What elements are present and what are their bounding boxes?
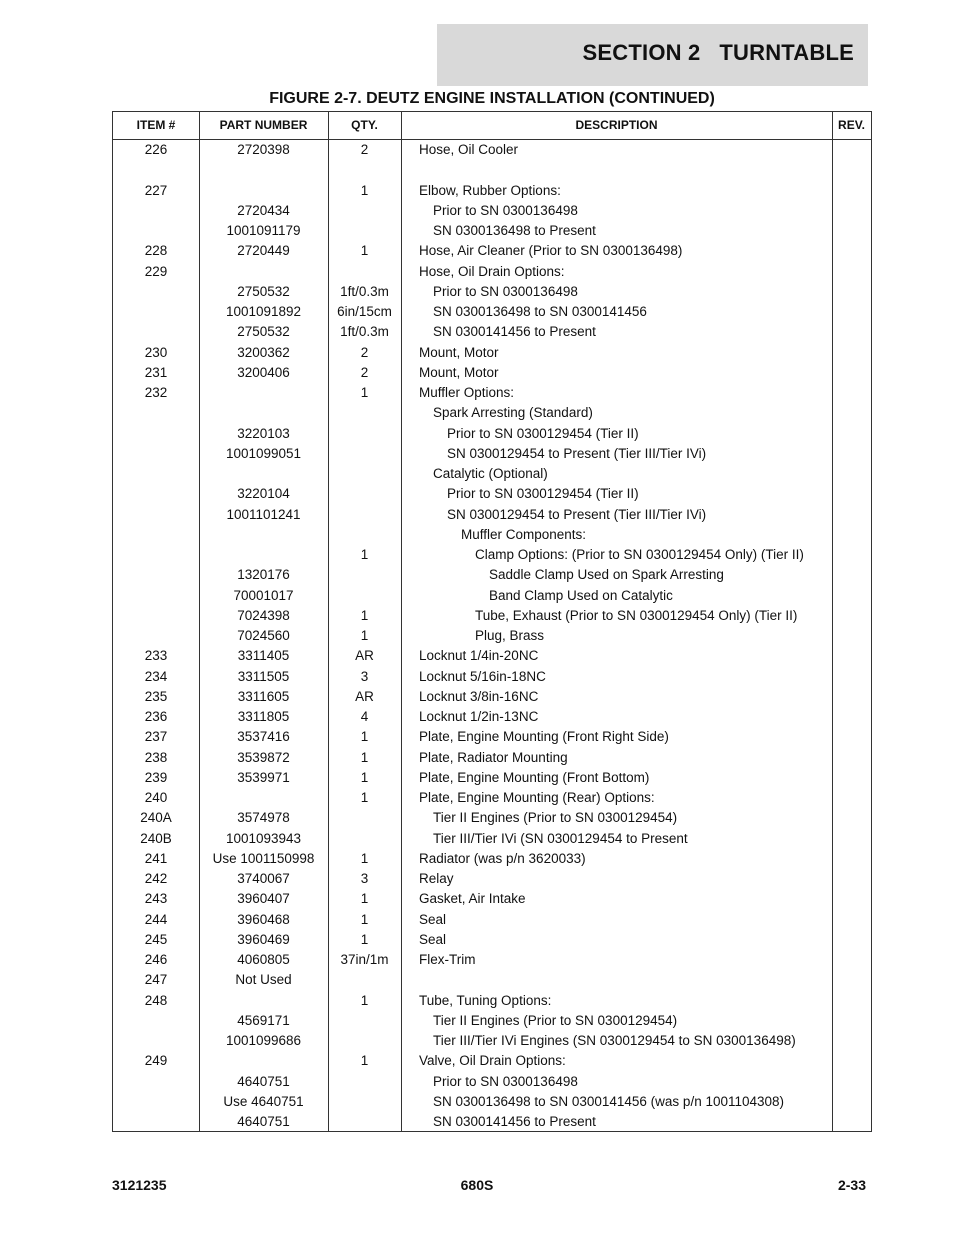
table-row — [113, 444, 871, 464]
qty-cell: 2 — [360, 142, 369, 157]
table-row — [113, 545, 871, 565]
footer-model: 680S — [460, 1177, 494, 1193]
item-cell: 229 — [144, 263, 168, 279]
table-row — [113, 403, 871, 423]
part-number-cell: 1001099051 — [225, 445, 302, 461]
qty-cell: 2 — [360, 364, 369, 380]
item-cell: 234 — [144, 668, 168, 684]
qty-cell: 6in/15cm — [337, 304, 392, 319]
table-row — [113, 667, 871, 687]
figure-title: FIGURE 2-7. DEUTZ ENGINE INSTALLATION (CONTINUED) — [269, 90, 715, 107]
table-row — [113, 606, 871, 626]
part-number-cell: 2720398 — [237, 142, 290, 157]
table-row — [113, 221, 871, 241]
table-row — [113, 383, 871, 403]
part-number-cell: 3200362 — [237, 344, 290, 360]
description-cell: SN 0300141456 to Present — [433, 324, 596, 340]
description-cell: Tube, Tuning Options: — [419, 992, 552, 1008]
part-number-cell: 3200406 — [237, 364, 290, 380]
qty-cell: 37in/1m — [340, 952, 389, 967]
part-number-cell: 1001091892 — [225, 304, 302, 319]
table-row — [113, 282, 871, 302]
item-cell: 244 — [144, 911, 168, 927]
item-cell: 226 — [144, 142, 168, 157]
qty-cell: 1 — [360, 931, 369, 947]
description-cell: Tier II Engines (Prior to SN 0300129454) — [433, 1012, 678, 1028]
qty-cell: 1 — [360, 992, 369, 1008]
description-cell: Valve, Oil Drain Options: — [419, 1053, 566, 1069]
table-row — [113, 302, 871, 322]
part-number-cell: 1320176 — [237, 567, 290, 583]
part-number-cell: 3740067 — [237, 871, 290, 886]
item-cell: 249 — [144, 1053, 168, 1069]
part-number-cell: 7024560 — [237, 628, 290, 643]
part-number-cell: 1001101241 — [226, 506, 301, 522]
part-number-cell: 2720434 — [237, 202, 290, 218]
table-row — [113, 930, 871, 950]
table-row — [113, 788, 871, 808]
parts-table — [112, 111, 872, 1132]
part-number-cell: Not Used — [235, 972, 292, 988]
item-cell: 240B — [140, 830, 172, 846]
item-cell: 237 — [144, 729, 168, 745]
header-part-number: PART NUMBER — [219, 118, 308, 132]
table-row — [113, 1031, 871, 1051]
description-cell: SN 0300136498 to Present — [433, 223, 596, 238]
table-row — [113, 646, 871, 666]
description-cell: Seal — [419, 931, 447, 947]
part-number-cell: 3220103 — [237, 425, 290, 441]
footer-doc-number: 3121235 — [112, 1177, 167, 1193]
part-number-cell: 2750532 — [237, 283, 290, 299]
table-row — [113, 241, 871, 261]
section-banner — [437, 24, 868, 86]
part-number-cell: 3539872 — [237, 749, 290, 765]
table-row — [113, 889, 871, 909]
part-number-cell: 4569171 — [237, 1012, 290, 1028]
description-cell: Tier III/Tier IVi Engines (SN 0300129454 to SN 0300136498) — [433, 1033, 796, 1048]
description-cell: Spark Arresting (Standard) — [433, 405, 593, 421]
item-cell: 240 — [144, 790, 168, 805]
description-cell: Gasket, Air Intake — [419, 891, 526, 907]
description-cell: Plug, Brass — [475, 628, 545, 643]
qty-cell: AR — [355, 688, 374, 704]
part-number-cell: 70001017 — [233, 587, 294, 603]
table-row — [113, 505, 871, 525]
table-row — [113, 565, 871, 585]
part-number-cell: 3960469 — [237, 931, 290, 947]
description-cell: Plate, Engine Mounting (Front Right Side) — [419, 729, 669, 745]
qty-cell: 1 — [360, 729, 369, 745]
qty-cell: 1 — [360, 182, 369, 198]
part-number-cell: 3960468 — [237, 911, 290, 927]
item-cell: 228 — [144, 243, 168, 259]
description-cell: Relay — [419, 871, 454, 886]
description-cell: Mount, Motor — [419, 344, 499, 360]
table-row — [113, 424, 871, 444]
qty-cell: 1 — [360, 385, 369, 400]
table-row — [113, 1072, 871, 1092]
section-title: SECTION 2 TURNTABLE — [582, 40, 854, 65]
item-cell: 231 — [144, 364, 168, 380]
part-number-cell: 3311405 — [237, 648, 290, 664]
item-cell: 246 — [144, 952, 168, 967]
description-cell: Locknut 1/4in-20NC — [419, 648, 539, 664]
part-number-cell: 3574978 — [237, 810, 290, 826]
part-number-cell: 4060805 — [237, 952, 290, 967]
description-cell: Prior to SN 0300136498 — [433, 1073, 578, 1089]
table-row — [113, 687, 871, 707]
table-row — [113, 970, 871, 990]
description-cell: Locknut 3/8in-16NC — [419, 688, 539, 704]
description-cell: Tier III/Tier IVi (SN 0300129454 to Present — [433, 830, 688, 846]
description-cell: Plate, Engine Mounting (Rear) Options: — [419, 790, 655, 805]
table-row — [113, 727, 871, 747]
part-number-cell: 4640751 — [237, 1073, 290, 1089]
part-number-cell: 1001091179 — [226, 223, 301, 238]
item-cell: 238 — [144, 749, 168, 765]
qty-cell: 1 — [360, 749, 369, 765]
table-row — [113, 363, 871, 383]
table-row — [113, 808, 871, 828]
description-cell: SN 0300129454 to Present (Tier III/Tier IVi) — [447, 506, 707, 522]
item-cell: 239 — [144, 769, 168, 785]
item-cell: 235 — [144, 688, 168, 704]
table-row — [113, 160, 871, 180]
description-cell: Clamp Options: (Prior to SN 0300129454 Only) (Tier II) — [475, 547, 804, 562]
table-row — [113, 322, 871, 342]
table-row — [113, 950, 871, 970]
part-number-cell: Use 4640751 — [223, 1093, 304, 1109]
qty-cell: 1 — [360, 607, 369, 623]
table-row — [113, 748, 871, 768]
header-item: ITEM # — [136, 118, 176, 132]
item-cell: 248 — [144, 992, 168, 1008]
table-row — [113, 910, 871, 930]
item-cell: 245 — [144, 931, 168, 947]
qty-cell: 1 — [360, 769, 369, 785]
table-row — [113, 586, 871, 606]
item-cell: 243 — [144, 891, 168, 907]
qty-cell: 3 — [360, 668, 369, 684]
item-cell: 241 — [144, 850, 168, 866]
item-cell: 230 — [144, 344, 168, 360]
table-row — [113, 707, 871, 727]
description-cell: Muffler Options: — [419, 385, 515, 400]
item-cell: 227 — [144, 182, 168, 198]
item-cell: 242 — [144, 871, 168, 886]
qty-cell: AR — [355, 648, 374, 664]
description-cell: Tube, Exhaust (Prior to SN 0300129454 Only) (Tier II) — [475, 607, 798, 623]
part-number-cell: 3311505 — [237, 668, 290, 684]
description-cell: Saddle Clamp Used on Spark Arresting — [489, 567, 724, 583]
table-row — [113, 484, 871, 504]
table-row — [113, 140, 871, 160]
description-cell: SN 0300129454 to Present (Tier III/Tier IVi) — [447, 445, 707, 461]
description-cell: Hose, Oil Cooler — [419, 142, 519, 157]
qty-cell: 2 — [360, 344, 369, 360]
description-cell: SN 0300141456 to Present — [433, 1114, 596, 1129]
description-cell: SN 0300136498 to SN 0300141456 — [433, 304, 647, 319]
description-cell: Catalytic (Optional) — [433, 466, 548, 481]
part-number-cell: 1001093943 — [225, 830, 302, 846]
table-row — [113, 829, 871, 849]
part-number-cell: Use 1001150998 — [212, 850, 315, 866]
table-row — [113, 626, 871, 646]
description-cell: Prior to SN 0300129454 (Tier II) — [447, 486, 639, 502]
description-cell: Band Clamp Used on Catalytic — [489, 587, 673, 603]
qty-cell: 3 — [360, 871, 369, 886]
description-cell: Locknut 1/2in-13NC — [419, 709, 539, 724]
part-number-cell: 3220104 — [237, 486, 290, 502]
table-body — [113, 140, 871, 1132]
qty-cell: 1 — [360, 891, 369, 907]
header-rev: REV. — [838, 118, 865, 132]
description-cell: SN 0300136498 to SN 0300141456 (was p/n 1001104308) — [433, 1093, 785, 1109]
description-cell: Prior to SN 0300136498 — [433, 202, 578, 218]
qty-cell: 1 — [360, 628, 369, 643]
description-cell: Muffler Components: — [461, 526, 587, 542]
table-row — [113, 1051, 871, 1071]
description-cell: Flex-Trim — [419, 952, 476, 967]
table-row — [113, 343, 871, 363]
qty-cell: 1ft/0.3m — [340, 324, 389, 340]
qty-cell: 1 — [360, 790, 369, 805]
table-row — [113, 525, 871, 545]
table-row — [113, 262, 871, 282]
table-row — [113, 464, 871, 484]
part-number-cell: 3311805 — [237, 709, 290, 724]
footer-page-number: 2-33 — [837, 1177, 866, 1193]
table-row — [113, 849, 871, 869]
qty-cell: 1ft/0.3m — [340, 283, 389, 299]
description-cell: Plate, Radiator Mounting — [419, 749, 568, 765]
table-row — [113, 1092, 871, 1112]
table-row — [113, 1011, 871, 1031]
description-cell: Plate, Engine Mounting (Front Bottom) — [419, 769, 650, 785]
part-number-cell: 1001099686 — [225, 1033, 302, 1048]
part-number-cell: 4640751 — [237, 1114, 290, 1129]
item-cell: 232 — [144, 385, 168, 400]
table-row — [113, 201, 871, 221]
description-cell: Seal — [419, 911, 447, 927]
description-cell: Elbow, Rubber Options: — [419, 182, 561, 198]
part-number-cell: 3537416 — [237, 729, 290, 745]
table-row — [113, 181, 871, 201]
part-number-cell: 2720449 — [237, 243, 290, 259]
qty-cell: 4 — [360, 709, 369, 724]
part-number-cell: 7024398 — [237, 607, 290, 623]
item-cell: 233 — [144, 648, 168, 664]
table-row — [113, 768, 871, 788]
description-cell: Tier II Engines (Prior to SN 0300129454) — [433, 810, 678, 826]
description-cell: Mount, Motor — [419, 364, 499, 380]
part-number-cell: 3311605 — [237, 688, 290, 704]
qty-cell: 1 — [360, 243, 369, 259]
description-cell: Hose, Oil Drain Options: — [419, 263, 565, 279]
description-cell: Radiator (was p/n 3620033) — [419, 850, 586, 866]
table-row — [113, 1112, 871, 1132]
item-cell: 240A — [140, 810, 172, 826]
part-number-cell: 2750532 — [237, 324, 290, 340]
qty-cell: 1 — [360, 1053, 369, 1069]
item-cell: 247 — [144, 972, 168, 988]
qty-cell: 1 — [360, 911, 369, 927]
qty-cell: 1 — [360, 547, 369, 562]
part-number-cell: 3960407 — [237, 891, 290, 907]
qty-cell: 1 — [360, 850, 369, 866]
header-qty: QTY. — [351, 118, 378, 132]
table-row — [113, 991, 871, 1011]
description-cell: Locknut 5/16in-18NC — [419, 668, 546, 684]
table-row — [113, 869, 871, 889]
header-description: DESCRIPTION — [575, 118, 658, 132]
description-cell: Prior to SN 0300136498 — [433, 283, 578, 299]
description-cell: Hose, Air Cleaner (Prior to SN 0300136498) — [419, 243, 683, 259]
item-cell: 236 — [144, 709, 168, 724]
part-number-cell: 3539971 — [237, 769, 290, 785]
description-cell: Prior to SN 0300129454 (Tier II) — [447, 425, 639, 441]
